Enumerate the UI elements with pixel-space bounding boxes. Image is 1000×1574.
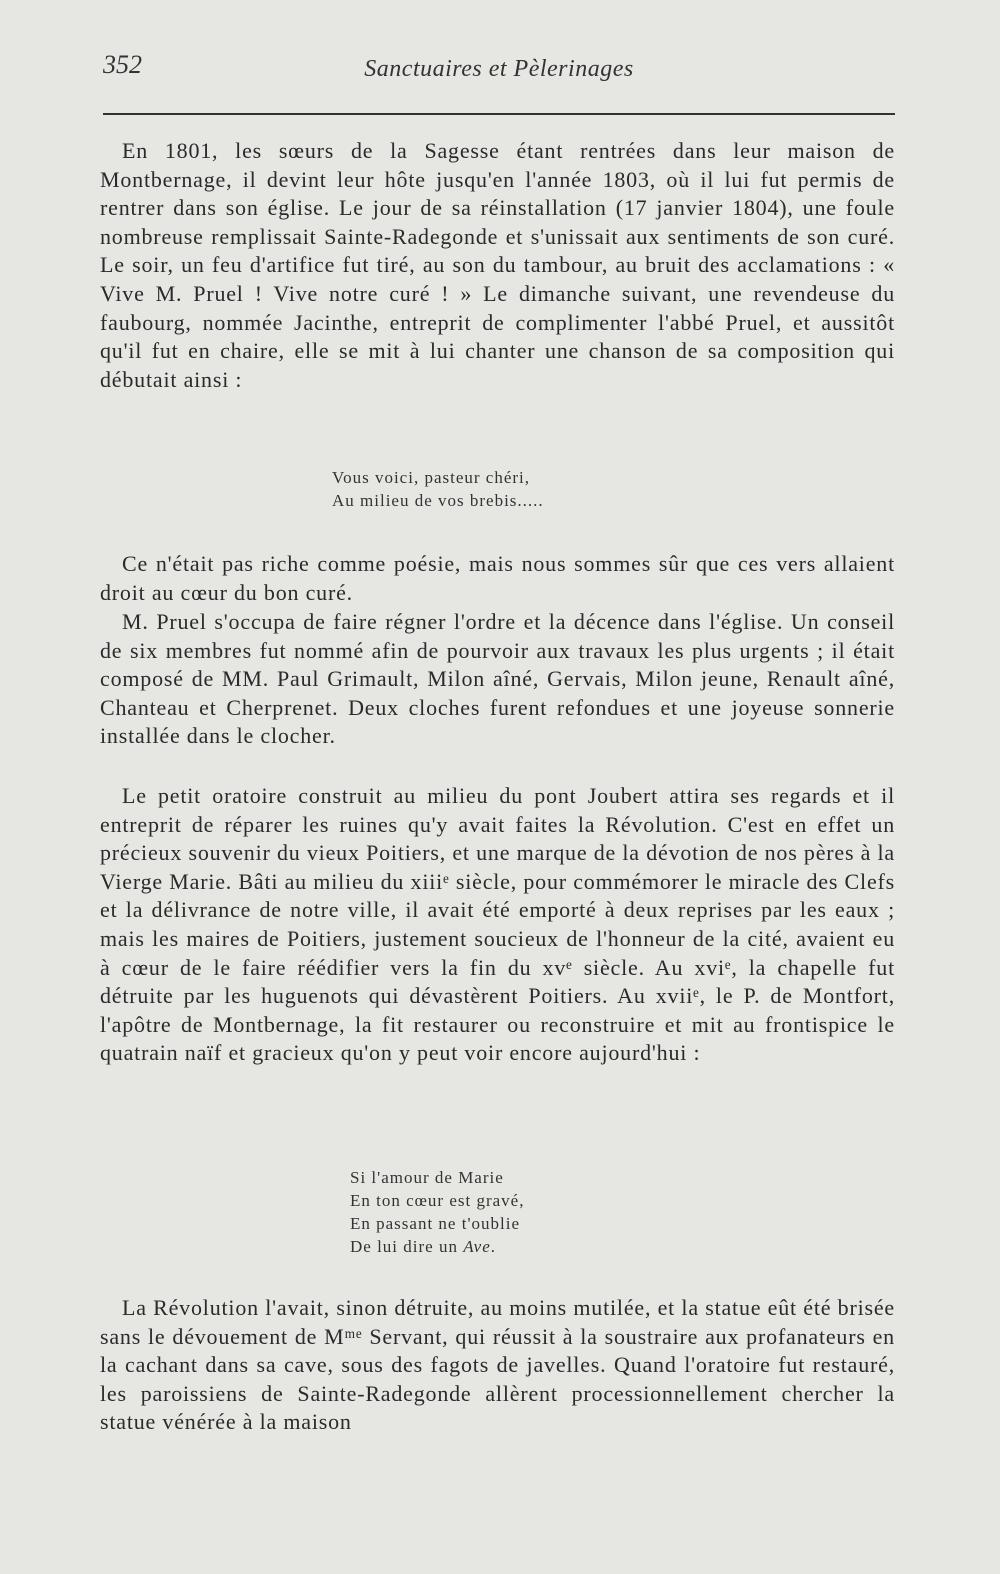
paragraph-4 bbox=[100, 782, 895, 1068]
verse-italic-word: Ave bbox=[463, 1237, 491, 1256]
paragraph-1 bbox=[100, 137, 895, 394]
verse-line bbox=[350, 1235, 524, 1258]
paragraph-3-text: M. Pruel s'occupa de faire régner l'ordre et la décence dans l'église. Un conseil de six membres fut nommé afin de pourvoir aux travaux les plus urgents ; il était composé de MM. Paul Grimault, Milon aîné, Gervais, Milon jeune, Renault aîné, Chanteau et Cherprenet. Deux cloches furent refondues et une joyeuse sonnerie installée dans le clocher. bbox=[100, 609, 895, 749]
verse-line-prefix: De lui dire un bbox=[350, 1237, 464, 1256]
verse-line: En ton cœur est gravé, bbox=[350, 1191, 525, 1210]
paragraph-4-text: Le petit oratoire construit au milieu du pont Joubert attira ses regards et il entreprit de réparer les ruines qu'y avait faites la Révolution. C'est en effet un précieux souvenir du vieux Poitiers, et une marque de la dévotion de nos pères à la Vierge Marie. Bâti au milieu du xiiiᵉ siècle, pour commémorer le miracle des Clefs et la délivrance de notre ville, il avait été emporté à deux reprises par les eaux ; mais les maires de Poitiers, justement soucieux de l'honneur de la cité, avaient eu à cœur de le faire réédifier vers la fin du xvᵉ siècle. Au xviᵉ, la chapelle fut détruite par les huguenots qui dévastèrent Poitiers. Au xviiᵉ, le P. de Montfort, l'apôtre de Montbernage, la fit restaurer ou reconstruire et mit au frontispice le quatrain naïf et gracieux qu'on y peut voir encore aujourd'hui : bbox=[100, 783, 895, 1066]
running-title: Sanctuaires et Pèlerinages bbox=[364, 56, 634, 82]
paragraph-1-text: En 1801, les sœurs de la Sagesse étant rentrées dans leur maison de Montbernage, il devint leur hôte jusqu'en l'année 1803, où il lui fut permis de rentrer dans son église. Le jour de sa réinstallation (17 janvier 1804), une foule nombreuse remplissait Sainte-Radegonde et s'unissait aux sentiments de son curé. Le soir, un feu d'artifice fut tiré, au son du tambour, au bruit des acclamations : « Vive M. Pruel ! Vive notre curé ! » Le dimanche suivant, une revendeuse du faubourg, nommée Jacinthe, entreprit de complimenter l'abbé Pruel, et aussitôt qu'il fut en chaire, elle se mit à lui chanter une chanson de sa composition qui débutait ainsi : bbox=[100, 138, 895, 392]
verse-line: En passant ne t'oublie bbox=[350, 1214, 521, 1233]
paragraph-5 bbox=[100, 1294, 895, 1437]
paragraph-3 bbox=[100, 608, 895, 751]
verse-quote-1 bbox=[332, 466, 544, 512]
verse-line-suffix: . bbox=[490, 1237, 496, 1256]
paragraph-2-text: Ce n'était pas riche comme poésie, mais nous sommes sûr que ces vers allaient droit au cœur du bon curé. bbox=[100, 551, 895, 605]
verse-line: Au milieu de vos brebis..... bbox=[332, 491, 544, 510]
header-rule bbox=[103, 113, 895, 115]
page-number: 352 bbox=[103, 50, 142, 79]
verse-quatrain bbox=[350, 1166, 524, 1258]
paragraph-5-text: La Révolution l'avait, sinon détruite, au moins mutilée, et la statue eût été brisée sans le dévouement de Mᵐᵉ Servant, qui réussit à la soustraire aux profanateurs en la cachant dans sa cave, sous des fagots de javelles. Quand l'oratoire fut restauré, les paroissiens de Sainte-Radegonde allèrent processionnellement chercher la statue vénérée à la maison bbox=[100, 1295, 895, 1435]
page-header bbox=[103, 50, 895, 90]
paragraph-2 bbox=[100, 550, 895, 607]
verse-line: Vous voici, pasteur chéri, bbox=[332, 468, 531, 487]
verse-line: Si l'amour de Marie bbox=[350, 1168, 504, 1187]
